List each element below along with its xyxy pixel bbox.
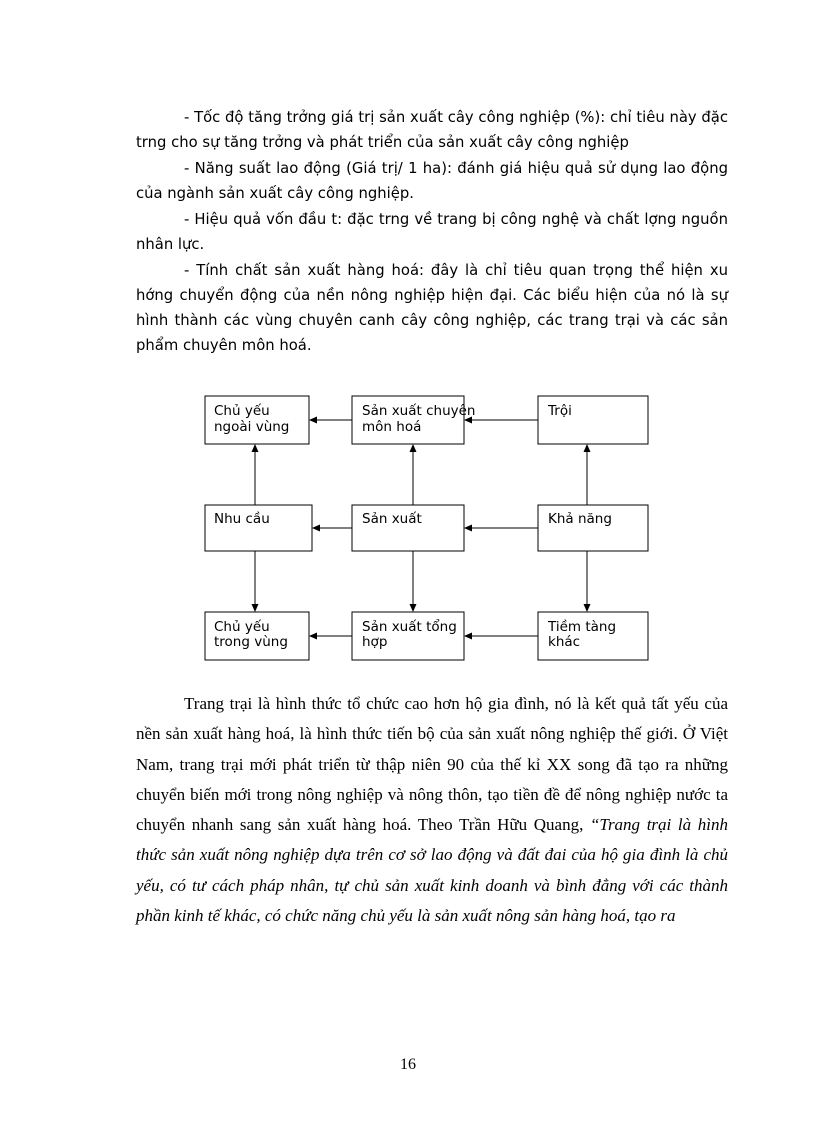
svg-text:Sản xuất tổng: Sản xuất tổng (362, 619, 457, 635)
indicator-paragraph: - Tốc độ tăng trởng giá trị sản xuất cây công nghiệp (%): chỉ tiêu này đặc trng cho sự tăng trởng và phát triển của sản xuất cây công nghiệp (136, 109, 728, 151)
node-nhu-cau (205, 505, 312, 551)
svg-text:Nhu cầu: Nhu cầu (214, 511, 270, 527)
svg-text:trong vùng: trong vùng (214, 634, 288, 650)
node-tiem-tang-khac (538, 612, 648, 660)
svg-text:hợp: hợp (362, 634, 388, 650)
page-number: 16 (400, 1056, 416, 1073)
indicator-paragraph: - Hiệu quả vốn đầu t: đặc trng về trang bị công nghệ và chất lợng nguồn nhân lực. (136, 211, 728, 253)
body-paragraph: Trang trại là hình thức tổ chức cao hơn hộ gia đình, nó là kết quả tất yếu của nền sản xuất hàng hoá, là hình thức tiến bộ của sản xuất nông nghiệp thế giới. Ở Việt Nam, trang trại mới phát triển từ thập niên 90 của thế kỉ XX song đã tạo ra những chuyển biến mới trong nông nghiệp và nông thôn, tạo tiền đề để nông nghiệp nước ta chuyển nhanh sang sản xuất hàng hoá. Theo Trần Hữu Quang, “Trang trại là hình thức sản xuất nông nghiệp dựa trên cơ sở lao động và đất đai của hộ gia đình là chủ yếu, có tư cách pháp nhân, tự chủ sản xuất kinh doanh và bình đẳng với các thành phần kinh tế khác, có chức năng chủ yếu là sản xuất nông sản hàng hoá, tạo ra (136, 694, 728, 926)
svg-text:Chủ yếu: Chủ yếu (214, 403, 270, 419)
indicator-paragraph: - Tính chất sản xuất hàng hoá: đây là chỉ tiêu quan trọng thể hiện xu hớng chuyển động của nền nông nghiệp hiện đại. Các biểu hiện của nó là sự hình thành các vùng chuyên canh cây công nghiệp, các trang trại và các sản phẩm chuyên môn hoá. (136, 262, 728, 354)
svg-text:Tiềm tàng: Tiềm tàng (548, 619, 617, 635)
node-chu-yeu-trong-vung (205, 612, 309, 660)
node-kha-nang (538, 505, 648, 551)
node-san-xuat-chuyen-mon-hoa (352, 396, 475, 444)
svg-text:Chủ yếu: Chủ yếu (214, 619, 270, 635)
farm-definition-quote: “Trang trại là hình thức sản xuất nông nghiệp dựa trên cơ sở lao động và đất đai của hộ gia đình là chủ yếu, có tư cách pháp nhân, tự chủ sản xuất kinh doanh và bình đẳng với các thành phần kinh tế khác, có chức năng chủ yếu là sản xuất nông sản hàng hoá, tạo ra (136, 815, 728, 926)
svg-text:Sản xuất chuyên: Sản xuất chuyên (362, 403, 476, 419)
svg-text:khác: khác (548, 634, 581, 650)
svg-text:ngoài vùng: ngoài vùng (214, 419, 290, 435)
node-troi (538, 396, 648, 444)
indicator-paragraph: - Năng suất lao động (Giá trị/ 1 ha): đánh giá hiệu quả sử dụng lao động của ngành sản xuất cây công nghiệp. (136, 160, 728, 202)
node-chu-yeu-ngoai-vung (205, 396, 309, 444)
svg-text:Khả năng: Khả năng (548, 511, 612, 527)
svg-text:Trội: Trội (548, 403, 572, 419)
svg-text:môn hoá: môn hoá (362, 419, 422, 435)
svg-text:Sản xuất: Sản xuất (362, 511, 422, 527)
node-san-xuat (352, 505, 464, 551)
node-san-xuat-tong-hop (352, 612, 464, 660)
